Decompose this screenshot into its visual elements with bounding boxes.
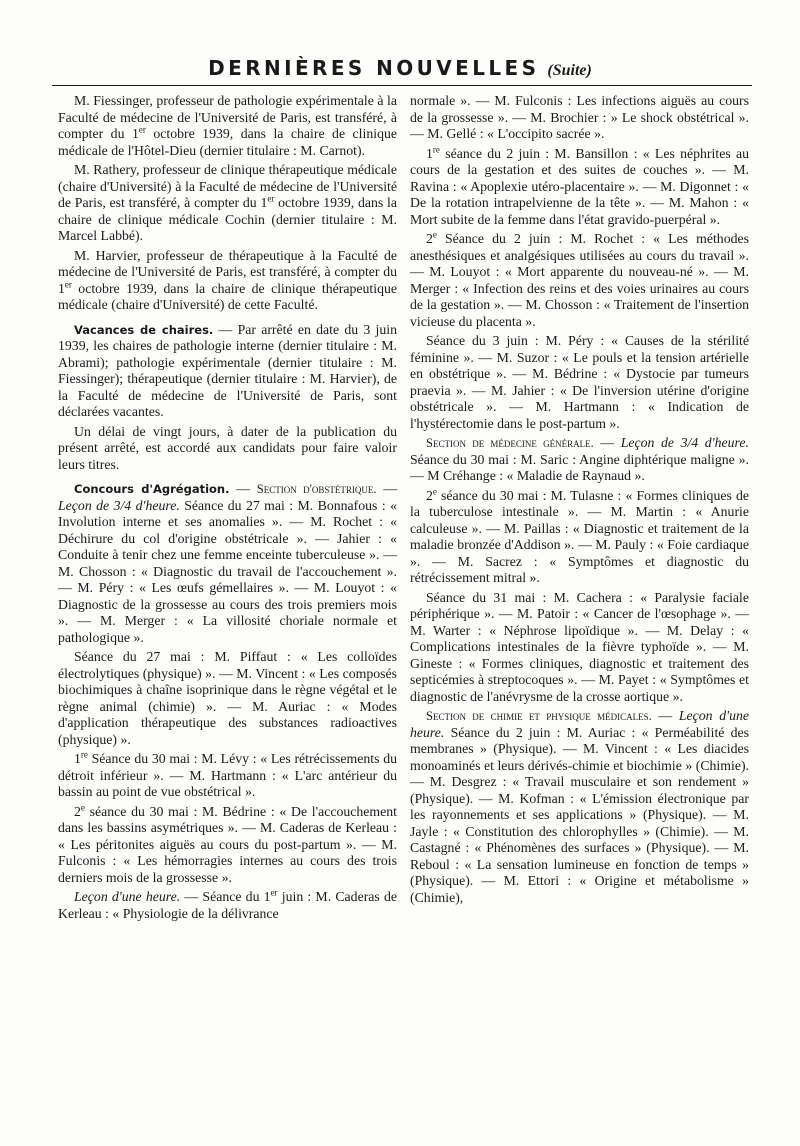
paragraph-seance-30-mai-mg: 2e séance du 30 mai : M. Tulasne : « Formes cliniques de la tuberculose intestinale ». — M. Martin : « Anurie calculeuse ». — M. Paillas : « Diagnostic et traitement de la maladie bronzée d'Addison ». — M. Pauly : « Foie cardiaque ». — M. Sacrez : « Symptômes et diagnostic du rétrécissement mitral ».: [410, 485, 749, 585]
chimie-physique-section: Section de chimie et physique médicales.: [426, 709, 652, 723]
medecine-generale-lecon: Leçon de 3/4 d'heure.: [620, 435, 749, 450]
chimie-physique-dash: —: [651, 708, 679, 723]
concours-heading: Concours d'Agrégation.: [74, 482, 230, 496]
paragraph-seance-2-juin-2: 2e Séance du 2 juin : M. Rochet : « Les méthodes anesthésiques et analgésiques utilisées au cours du travail ». — M. Louyot : « Mort apparente du nouveau-né ». — M. Merger : « Infection des reins et des voies urinaires au cours de la gestation ». — M. Chosson : « Traitement de l'insertion vicieuse du placenta ».: [410, 229, 749, 329]
page-title: DERNIÈRES NOUVELLES: [208, 56, 540, 80]
medecine-generale-section: Section de médecine générale.: [426, 436, 594, 450]
paragraph-seance-27-mai: Séance du 27 mai : M. Piffaut : « Les colloïdes électrolytiques (physique) ». — M. Vincent : « Les composés biochimiques à chaîne isoprinique dans le règne végétal et le règne animal (chimie) ». — M. Auriac : « Modes d'application thérapeutique des substances radioactives (physique) ».: [58, 649, 397, 747]
paragraph-seance-31-mai: Séance du 31 mai : M. Cachera : « Paralysie faciale périphérique ». — M. Patoir : « Cancer de l'œsophage ». — M. Warter : « Néphrose lipoïdique ». — M. Delay : « Complications intestinales de la fièvre typhoïde ». — M. Gineste : « Formes cliniques, diagnostic et traitement des septicémies à streptocoques ». — M. Payet : « Symptômes et diagnostic de l'anévrysme de la crosse aortique ».: [410, 589, 749, 704]
medecine-generale-text: Séance du 30 mai : M. Saric : Angine diphtérique maligne ». — M Créhange : « Maladie de Raynaud ».: [410, 451, 749, 483]
paragraph-rathery: M. Rathery, professeur de clinique thérapeutique médicale (chaire d'Université) à la Faculté de médecine de l'Université de Paris, est transféré, à compter du 1er octobre 1939, dans la chaire de clinique médicale Cochin (dernier titulaire : M. Marcel Labbé).: [58, 162, 397, 243]
paragraph-chimie-physique: [410, 708, 749, 906]
paragraph-seance-3-juin: Séance du 3 juin : M. Péry : « Causes de la stérilité féminine ». — M. Suzor : « Le pouls et la tension artérielle en obstétrique ». — M. Bédrine : « Dystocie par tumeurs praevia ». — M. Jahier : « De l'inversion utérine d'origine obstétricale ». — M. Hartmann : « Indication de l'hystérectomie dans le post-partum ».: [410, 333, 749, 431]
chimie-physique-text: Séance du 2 juin : M. Auriac : « Perméabilité des membranes » (Physique). — M. Vincent : « Les diacides monoaminés et leurs dérivés-chimie et biochimie » (Chimie). — M. Desgrez : « Travail musculaire et son rendement » (Physique). — M. Kofman : « L'émission électronique par les rayonnements et ses applications » (Physique). — M. Jayle : « Constitution des chlorophylles » (Chimie). — M. Castagné : « Phénomènes des surfaces » (Physique). — M. Reboul : « La sensation lumineuse en fonction de temps » (Physique). — M. Ettori : « Origine et métabolisme » (Chimie),: [410, 724, 749, 905]
left-column: [58, 93, 397, 925]
page-title-suite: (Suite): [547, 62, 592, 79]
concours-separator: —: [229, 481, 257, 496]
paragraph-continuation: normale ». — M. Fulconis : Les infections aiguës au cours de la grossesse ». — M. Brochier : » Le shock obstétrical ». — M. Gellé : « L'occipito sacrée ».: [410, 93, 749, 141]
chimie-physique-lecon: Leçon d'une heure.: [410, 708, 749, 740]
vacances-text: — Par arrêté en date du 3 juin 1939, les chaires de pathologie interne (dernier titulaire : M. Abrami); pathologie expérimentale (dernier titulaire : M. Fiessinger); thérapeutique (dernier titulaire : M. Harvier), de la Faculté de médecine de l'Université de Paris, sont déclarées vacantes.: [58, 321, 397, 419]
lecon-heure-label: Leçon d'une heure.: [74, 889, 181, 904]
lecon-heure-text: — Séance du 1er juin : M. Caderas de Kerleau : « Physiologie de la délivrance: [58, 887, 397, 921]
header-rule: [52, 85, 752, 86]
paragraph-seance-30-mai-1: 1re Séance du 30 mai : M. Lévy : « Les rétrécissements du détroit inférieur ». — M. Hartmann : « L'arc antérieur du bassin au point de vue obstétrical ».: [58, 749, 397, 799]
paragraph-concours: [58, 481, 397, 646]
page-header: [0, 56, 800, 80]
paragraph-lecon-heure: [58, 889, 397, 922]
paragraph-harvier: M. Harvier, professeur de thérapeutique à la Faculté de médecine de l'Université de Paris, est transféré, à compter du 1er octobre 1939, dans la chaire de clinique thérapeutique médicale (chaire d'Université) de cette Faculté.: [58, 247, 397, 312]
paragraph-medecine-generale: [410, 435, 749, 485]
concours-lecon: Leçon de 3/4 d'heure.: [58, 497, 180, 513]
concours-section: Section d'obstétrique.: [256, 482, 377, 496]
paragraph-delai: Un délai de vingt jours, à dater de la publication du présent arrêté, est accordé aux candidats pour faire valoir leurs titres.: [58, 423, 397, 472]
right-column: [410, 93, 749, 909]
paragraph-seance-2-juin-1: 1re séance du 2 juin : M. Bansillon : « Les néphrites au cours de la gestation et des suites de couches ». — M. Ravina : « Apoplexie utéro-placentaire ». — M. Digonnet : « De la rotation intrapelvienne de la tête ». — M. Mahon : « Mort subite de la femme dans l'état gravido-puerpéral ».: [410, 143, 749, 227]
medecine-generale-dash: —: [593, 435, 621, 450]
paragraph-vacances: [58, 322, 397, 421]
paragraph-seance-30-mai-2: 2e séance du 30 mai : M. Bédrine : « De l'accouchement dans les bassins asymétriques ». — M. Caderas de Kerleau : « Les péritonites aiguës au cours du post-partum ». — M. Fulconis : « Les hémorragies internes au cours des trois derniers mois de la grossesse ».: [58, 801, 397, 885]
concours-dash: —: [376, 481, 398, 496]
paragraph-fiessinger: M. Fiessinger, professeur de pathologie expérimentale à la Faculté de médecine de l'Université de Paris, est transféré, à compter du 1er octobre 1939, dans la chaire de clinique médicale de l'Hôtel-Dieu (dernier titulaire : M. Carnot).: [58, 93, 397, 158]
vacances-heading: Vacances de chaires.: [74, 322, 214, 337]
concours-text: Séance du 27 mai : M. Bonnafous : « Involution interne et ses anomalies ». — M. Rochet : « Déchirure du col d'origine obstétricale ». — Jahier : « Conduite à tenir chez une femme enceinte tuberculeuse ». — M. Chosson : « Diagnostic du travail de l'accouchement ». — M. Péry : « Les œufs gémellaires ». — M. Louyot : « Diagnostic de la grossesse au cours des trois premiers mois ». — M. Merger : « La villosité choriale normale et pathologique ».: [58, 497, 397, 645]
